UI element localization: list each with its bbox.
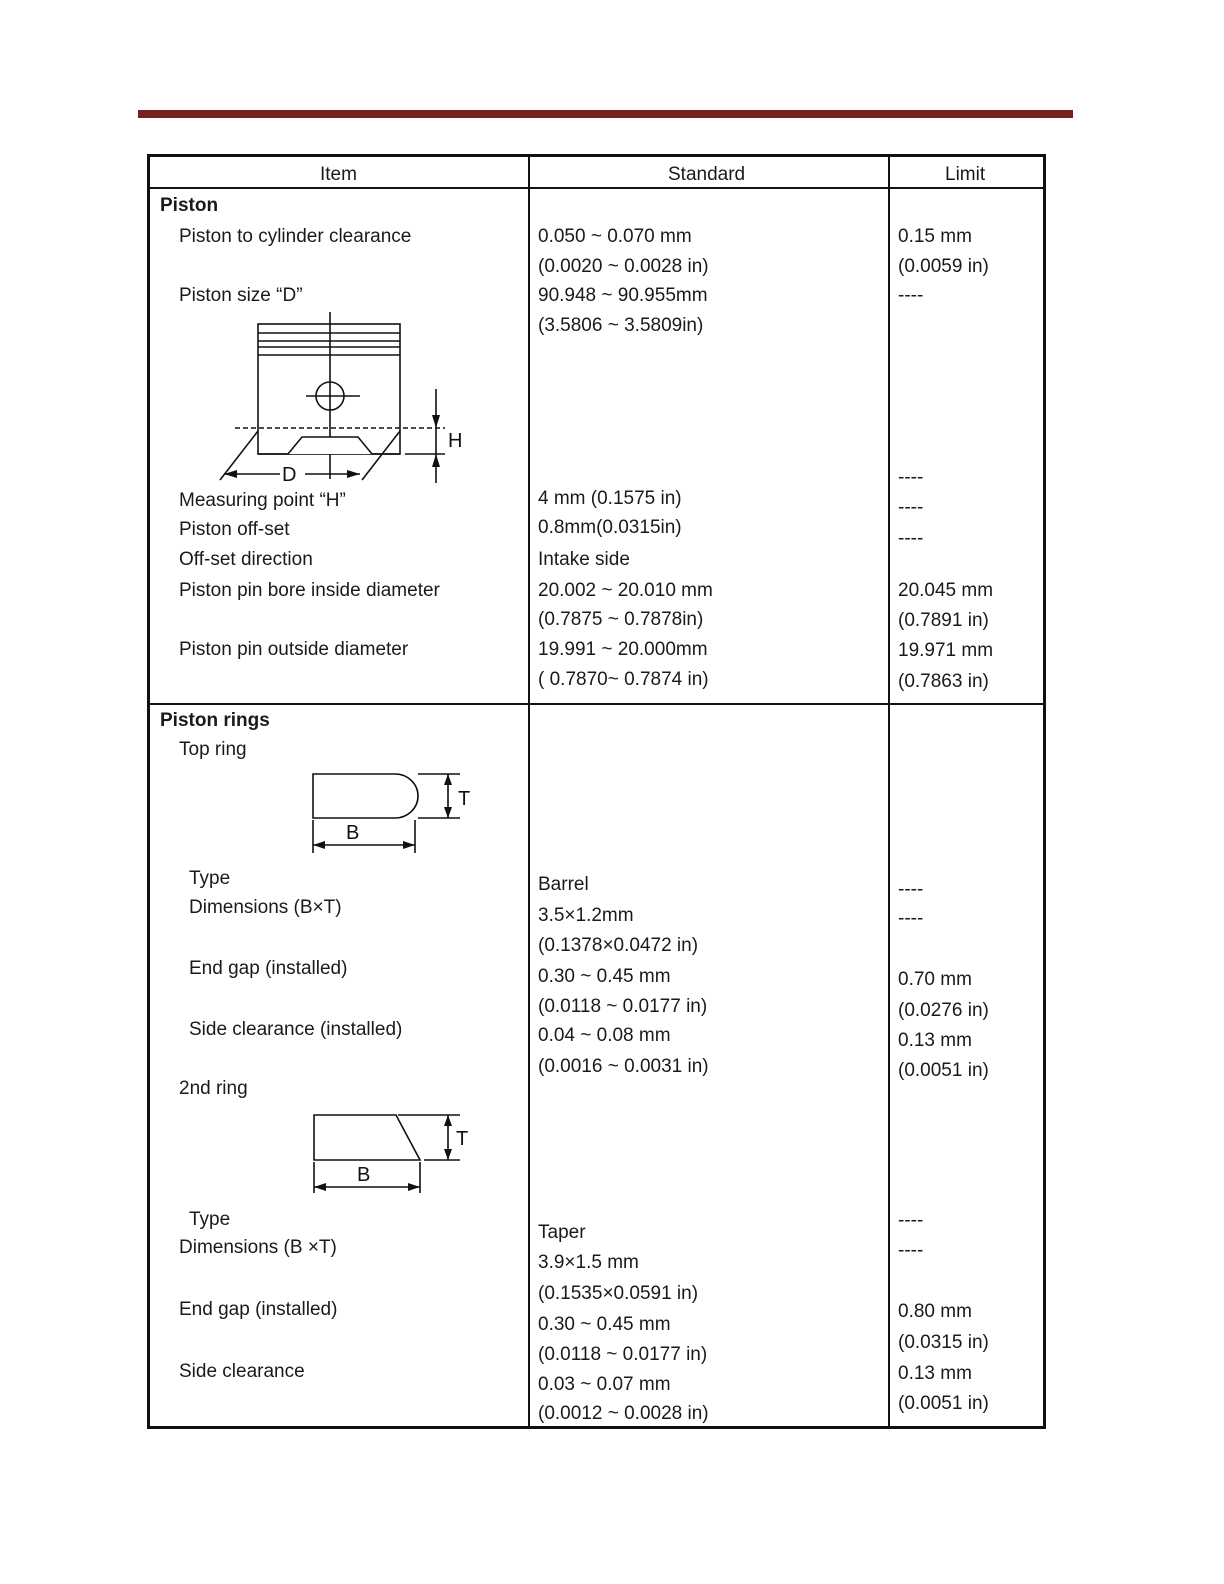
column-divider <box>528 157 530 1426</box>
limit-piston-size: ---- <box>898 285 924 306</box>
label-second-ring-end-gap: End gap (installed) <box>179 1299 338 1320</box>
std-top-ring-type: Barrel <box>538 874 589 895</box>
label-second-ring-side-clearance: Side clearance <box>179 1361 305 1382</box>
header-divider <box>150 187 1043 189</box>
std-second-ring-side-clearance-in: (0.0012 ~ 0.0028 in) <box>538 1403 709 1424</box>
std-second-ring-side-clearance: 0.03 ~ 0.07 mm <box>538 1374 671 1395</box>
std-measuring-point: 4 mm (0.1575 in) <box>538 488 682 509</box>
limit-top-ring-end-gap: 0.70 mm <box>898 969 972 990</box>
std-pin-od-in: ( 0.7870~ 0.7874 in) <box>538 669 709 690</box>
label-pin-od: Piston pin outside diameter <box>179 639 409 660</box>
std-offset-direction: Intake side <box>538 549 630 570</box>
label-top-ring-side-clearance: Side clearance (installed) <box>189 1019 403 1040</box>
piston-diagram-label-h: H <box>448 430 463 452</box>
std-second-ring-end-gap-in: (0.0118 ~ 0.0177 in) <box>538 1344 708 1365</box>
std-clearance: 0.050 ~ 0.070 mm <box>538 226 692 247</box>
limit-second-ring-end-gap: 0.80 mm <box>898 1301 972 1322</box>
label-top-ring-dimensions: Dimensions (B×T) <box>189 897 342 918</box>
limit-second-ring-dimensions: ---- <box>898 1240 924 1261</box>
limit-pin-bore-in: (0.7891 in) <box>898 610 989 631</box>
std-second-ring-end-gap: 0.30 ~ 0.45 mm <box>538 1314 671 1335</box>
piston-diagram-label-d: D <box>282 464 297 486</box>
column-header-limit: Limit <box>945 164 986 185</box>
column-header-item: Item <box>320 164 357 185</box>
label-top-ring-end-gap: End gap (installed) <box>189 958 348 979</box>
top-ring-label-t: T <box>458 788 471 810</box>
limit-second-ring-side-clearance-in: (0.0051 in) <box>898 1393 989 1414</box>
label-offset-direction: Off-set direction <box>179 549 313 570</box>
limit-pin-od: 19.971 mm <box>898 640 994 661</box>
label-pin-bore: Piston pin bore inside diameter <box>179 580 440 601</box>
limit-second-ring-end-gap-in: (0.0315 in) <box>898 1332 989 1353</box>
column-divider <box>888 157 890 1426</box>
limit-top-ring-end-gap-in: (0.0276 in) <box>898 1000 989 1021</box>
label-clearance: Piston to cylinder clearance <box>179 226 412 247</box>
std-top-ring-dimensions-in: (0.1378×0.0472 in) <box>538 935 699 956</box>
second-ring-label-b: B <box>357 1164 371 1186</box>
std-second-ring-dimensions: 3.9×1.5 mm <box>538 1252 639 1273</box>
std-piston-size: 90.948 ~ 90.955mm <box>538 285 708 306</box>
label-second-ring-dimensions: Dimensions (B ×T) <box>179 1237 337 1258</box>
specifications-table <box>147 154 1046 1429</box>
column-header-standard: Standard <box>668 164 746 185</box>
std-pin-bore-in: (0.7875 ~ 0.7878in) <box>538 609 704 630</box>
std-pin-bore: 20.002 ~ 20.010 mm <box>538 580 713 601</box>
std-top-ring-side-clearance: 0.04 ~ 0.08 mm <box>538 1025 671 1046</box>
header-rule <box>138 110 1073 118</box>
limit-top-ring-side-clearance: 0.13 mm <box>898 1030 972 1051</box>
label-top-ring: Top ring <box>179 739 247 760</box>
limit-clearance: 0.15 mm <box>898 226 972 247</box>
top-ring-diagram <box>300 767 480 857</box>
label-offset: Piston off-set <box>179 519 290 540</box>
limit-second-ring-side-clearance: 0.13 mm <box>898 1363 972 1384</box>
limit-offset-direction: ---- <box>898 528 924 549</box>
limit-top-ring-type: ---- <box>898 879 924 900</box>
std-offset: 0.8mm(0.0315in) <box>538 517 682 538</box>
limit-top-ring-dimensions: ---- <box>898 908 924 929</box>
top-ring-label-b: B <box>346 822 360 844</box>
std-pin-od: 19.991 ~ 20.000mm <box>538 639 708 660</box>
std-piston-size-in: (3.5806 ~ 3.5809in) <box>538 315 704 336</box>
std-top-ring-side-clearance-in: (0.0016 ~ 0.0031 in) <box>538 1056 709 1077</box>
label-second-ring: 2nd ring <box>179 1078 248 1099</box>
std-top-ring-dimensions: 3.5×1.2mm <box>538 905 634 926</box>
limit-offset: ---- <box>898 497 924 518</box>
section-title-piston-rings: Piston rings <box>160 710 270 731</box>
limit-clearance-in: (0.0059 in) <box>898 256 989 277</box>
limit-measuring-point: ---- <box>898 467 924 488</box>
section-title-piston: Piston <box>160 195 219 216</box>
second-ring-label-t: T <box>456 1128 469 1150</box>
section-divider <box>150 703 1043 705</box>
std-top-ring-end-gap: 0.30 ~ 0.45 mm <box>538 966 671 987</box>
limit-pin-bore: 20.045 mm <box>898 580 994 601</box>
label-top-ring-type: Type <box>189 868 231 889</box>
second-ring-diagram <box>300 1107 480 1202</box>
std-second-ring-type: Taper <box>538 1222 586 1243</box>
limit-second-ring-type: ---- <box>898 1210 924 1231</box>
std-clearance-in: (0.0020 ~ 0.0028 in) <box>538 256 709 277</box>
std-second-ring-dimensions-in: (0.1535×0.0591 in) <box>538 1283 699 1304</box>
std-top-ring-end-gap-in: (0.0118 ~ 0.0177 in) <box>538 996 708 1017</box>
label-measuring-point: Measuring point “H” <box>179 490 346 511</box>
label-second-ring-type: Type <box>189 1209 231 1230</box>
limit-pin-od-in: (0.7863 in) <box>898 671 989 692</box>
limit-top-ring-side-clearance-in: (0.0051 in) <box>898 1060 989 1081</box>
piston-diagram <box>210 307 470 492</box>
label-piston-size: Piston size “D” <box>179 285 303 306</box>
